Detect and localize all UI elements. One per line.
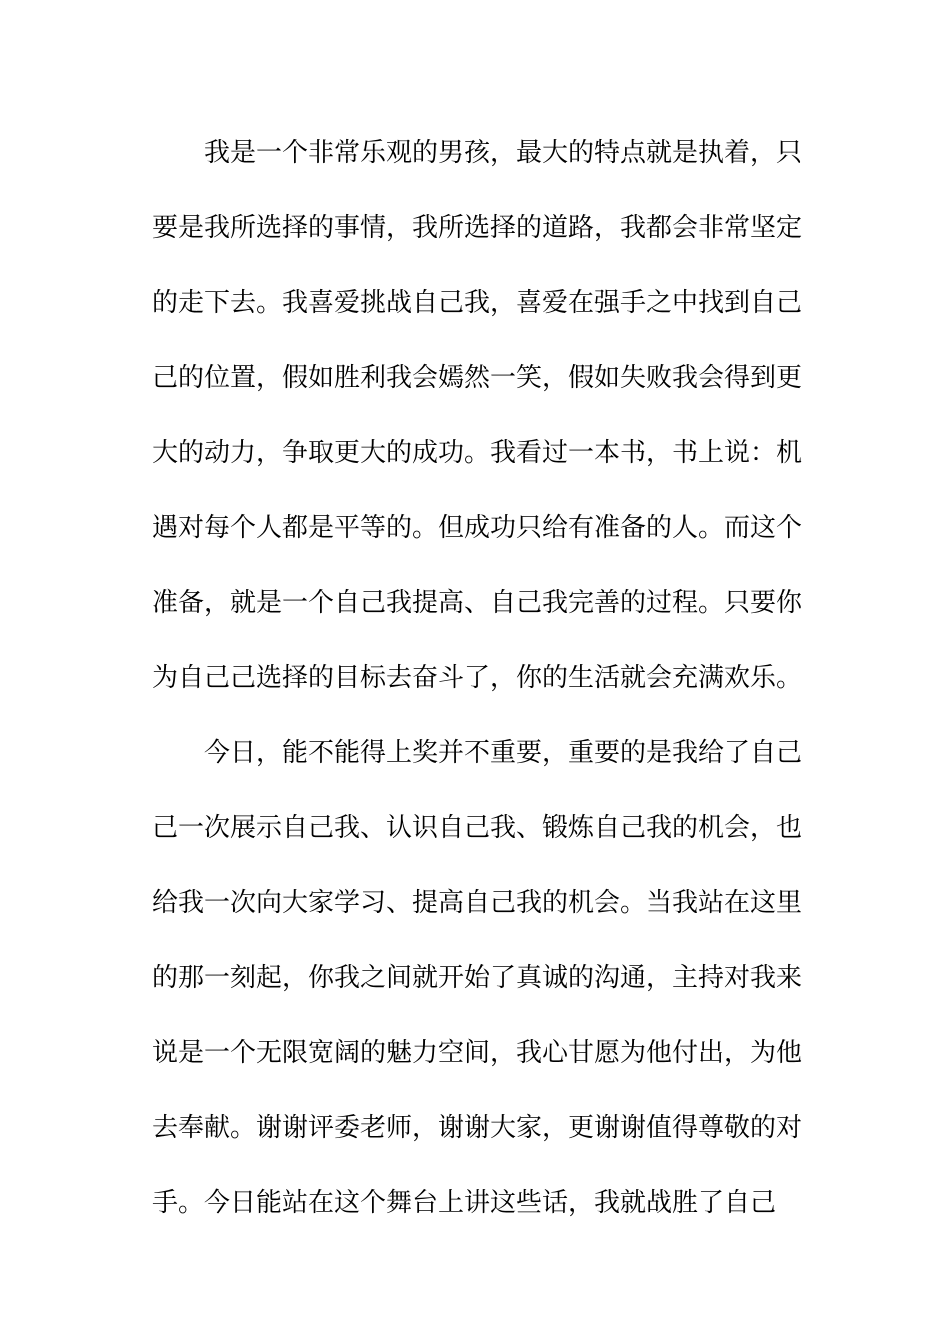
paragraph-1-line-4: 己的位置，假如胜利我会嫣然一笑，假如失败我会得到更 (152, 363, 803, 393)
paragraph-2-line-1: 今日，能不能得上奖并不重要，重要的是我给了自己 (204, 738, 803, 768)
paragraph-1-line-6: 遇对每个人都是平等的。但成功只给有准备的人。而这个 (152, 513, 803, 543)
paragraph-1-line-1: 我是一个非常乐观的男孩，最大的特点就是执着，只 (204, 138, 803, 168)
paragraph-2-line-6: 去奉献。谢谢评委老师，谢谢大家，更谢谢值得尊敬的对 (152, 1113, 803, 1143)
paragraph-1-line-8: 为自己己选择的目标去奋斗了，你的生活就会充满欢乐。 (152, 663, 803, 693)
paragraph-2 (152, 726, 803, 1251)
paragraph-1-line-5: 大的动力，争取更大的成功。我看过一本书，书上说：机 (152, 438, 803, 468)
paragraph-1-line-3: 的走下去。我喜爱挑战自己我，喜爱在强手之中找到自己 (152, 288, 803, 318)
paragraph-1-line-2: 要是我所选择的事情，我所选择的道路，我都会非常坚定 (152, 213, 803, 243)
paragraph-1 (152, 126, 803, 726)
paragraph-1-line-7: 准备，就是一个自己我提高、自己我完善的过程。只要你 (152, 588, 803, 618)
paragraph-2-line-5: 说是一个无限宽阔的魅力空间，我心甘愿为他付出，为他 (152, 1038, 803, 1068)
paragraph-2-line-2: 己一次展示自己我、认识自己我、锻炼自己我的机会，也 (152, 813, 803, 843)
paragraph-2-line-4: 的那一刻起，你我之间就开始了真诚的沟通，主持对我来 (152, 963, 803, 993)
paragraph-2-line-3: 给我一次向大家学习、提高自己我的机会。当我站在这里 (152, 888, 803, 918)
paragraph-2-line-7: 手。今日能站在这个舞台上讲这些话，我就战胜了自己 (152, 1188, 777, 1218)
